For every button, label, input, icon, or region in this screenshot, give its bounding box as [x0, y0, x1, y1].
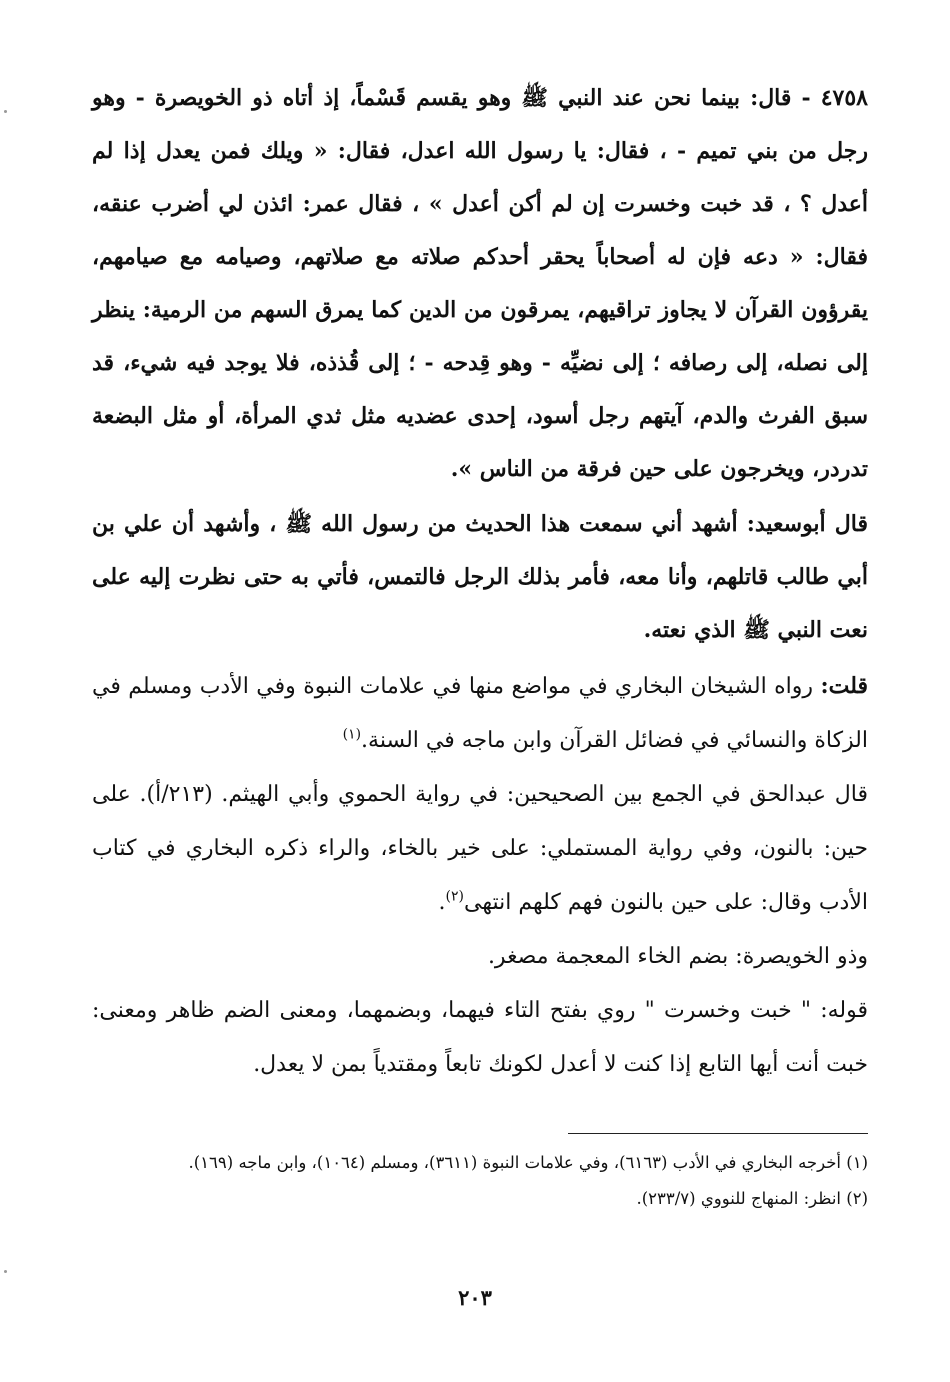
page-number: ٢٠٣: [458, 1285, 492, 1310]
footnote-ref-1[interactable]: (١): [342, 726, 362, 743]
scan-speck: [4, 110, 7, 113]
abdulhaq-text: قال عبدالحق في الجمع بين الصحيحين: في رواية الحموي وأبي الهيثم. (٢١٣/أ). على حين: بالنون، وفي رواية المستملي: على خير بالخاء، والراء ذكره البخاري في كتاب الأدب وقال: على حين بالنون فهم كلهم انتهى: [92, 782, 869, 915]
qawluhu-paragraph: قوله: " خبت وخسرت " روي بفتح التاء فيهما، وبضمهما، ومعنى الضم ظاهر ومعنى: خبت أنت أيها التابع إذا كنت لا أعدل لكونك تابعاً ومقتدياً بمن لا يعدل.: [92, 998, 868, 1077]
abu-said-paragraph: قال أبوسعيد: أشهد أني سمعت هذا الحديث من رسول الله ﷺ ، وأشهد أن علي بن أبي طالب قاتلهم، وأنا معه، فأمر بذلك الرجل فالتمس، فأتي به حتى نظرت إليه على نعت النبي ﷺ الذي نعته.: [92, 511, 868, 643]
footnote-2: (٢) انظر: المنهاج للنووي (٢٣٣/٧).: [636, 1189, 868, 1208]
scan-speck: [4, 1270, 7, 1273]
qultu-paragraph: [92, 659, 868, 768]
footnote-1: (١) أخرجه البخاري في الأدب (٦١٦٣)، وفي علامات النبوة (٣٦١١)، ومسلم (١٠٦٤)، وابن ماجه (١٦٩).: [188, 1153, 868, 1172]
qultu-text: رواه الشيخان البخاري في مواضع منها في علامات النبوة وفي الأدب ومسلم في الزكاة والنسائي في فضائل القرآن وابن ماجه في السنة.: [92, 674, 868, 753]
footnote-ref-2[interactable]: (٢): [445, 888, 465, 905]
hadith-paragraph: ٤٧٥٨ - قال: بينما نحن عند النبي ﷺ وهو يقسم قَسْماً، إذ أتاه ذو الخويصرة - وهو رجل من بني تميم - ، فقال: يا رسول الله اعدل، فقال: « ويلك فمن يعدل إذا لم أعدل ؟ ، قد خبت وخسرت إن لم أكن أعدل » ، فقال عمر: ائذن لي أضرب عنقه، فقال: « دعه فإن له أصحاباً يحقر أحدكم صلاته مع صلاتهم، وصيامه مع صيامهم، يقرؤون القرآن لا يجاوز تراقيهم، يمرقون من الدين كما يمرق السهم من الرمية: ينظر إلى نصله، إلى رصافه ؛ إلى نضيِّه - وهو قِدحه - ؛ إلى قُذذه، فلا يوجد فيه شيء، قد سبق الفرث والدم، آيتهم رجل أسود، إحدى عضديه مثل ثدي المرأة، أو مثل البضعة تدردر، ويخرجون على حين فرقة من الناس ».: [92, 85, 868, 482]
abdulhaq-end: .: [438, 890, 446, 915]
footnote-separator: [568, 1133, 868, 1134]
khuwaysira-paragraph: وذو الخويصرة: بضم الخاء المعجمة مصغر.: [487, 944, 868, 969]
qultu-lead: قلت:: [820, 673, 868, 699]
footnotes: [92, 1145, 868, 1217]
abdulhaq-paragraph: [92, 768, 868, 930]
